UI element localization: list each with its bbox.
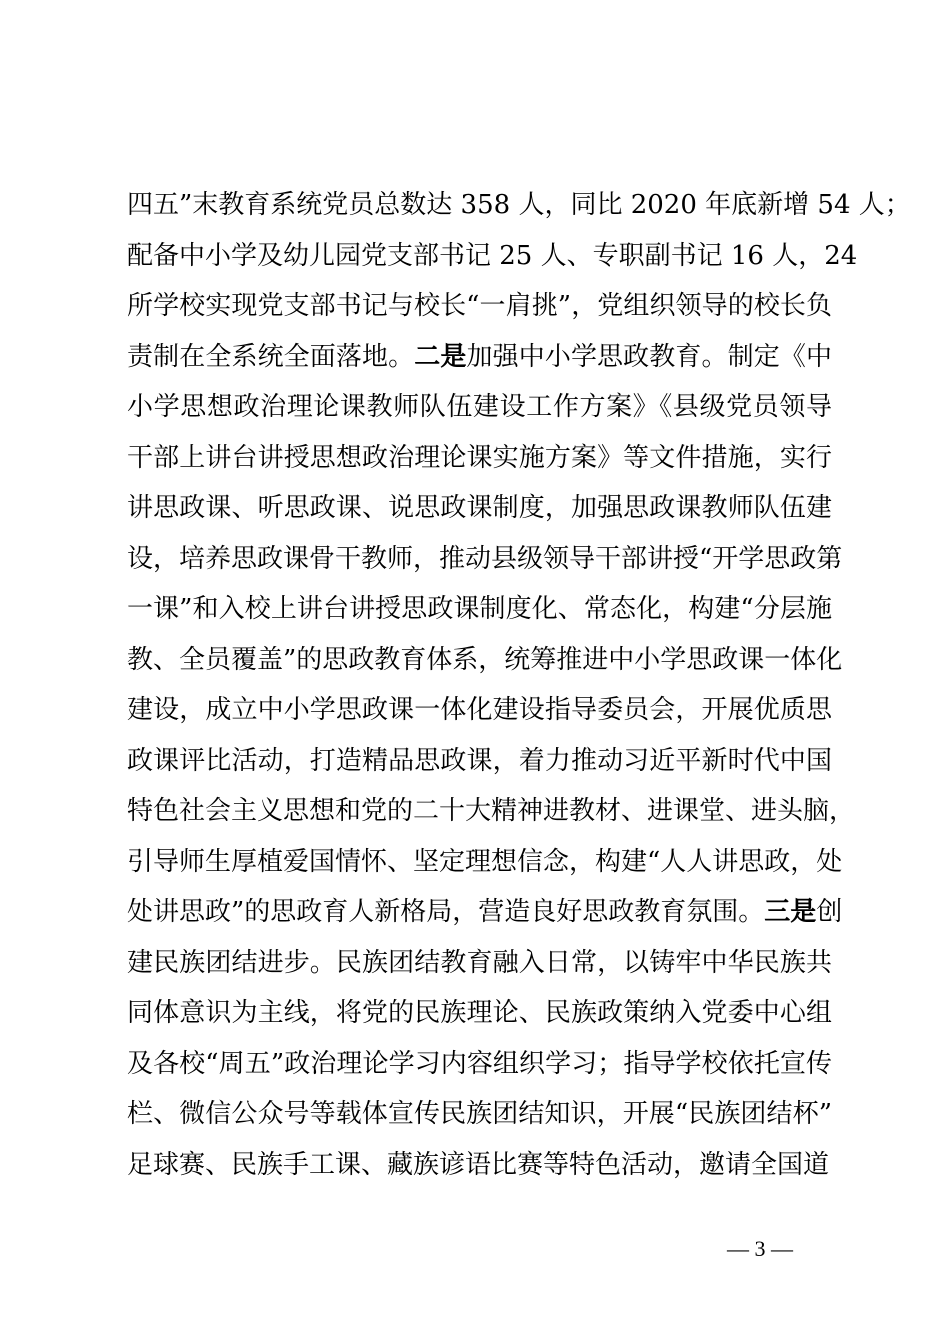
text-run: 加强中小学思政教育。制定《中: [466, 341, 832, 372]
text-line: 讲思政课、听思政课、说思政课制度，加强思政课教师队伍建: [127, 493, 832, 523]
text-line: [127, 332, 832, 383]
text-line: 教、全员覆盖”的思政教育体系，统筹推进中小学思政课一体化: [127, 644, 843, 675]
body-paragraph: [127, 180, 911, 1190]
text-line: 栏、微信公众号等载体宣传民族团结知识，开展“民族团结杯”: [127, 1099, 832, 1129]
text-line: 四五”末教育系统党员总数达 358 人，同比 2020 年底新增 54 人；: [127, 190, 911, 220]
text-line: 同体意识为主线，将党的民族理论、民族政策纳入党委中心组: [127, 998, 832, 1028]
text-line: [127, 887, 843, 938]
bold-marker-third: 三是: [764, 897, 817, 927]
text-line: 引导师生厚植爱国情怀、坚定理想信念，构建“人人讲思政，处: [127, 846, 843, 877]
text-line: 足球赛、民族手工课、藏族谚语比赛等特色活动，邀请全国道: [127, 1149, 830, 1180]
text-line: 配备中小学及幼儿园党支部书记 25 人、专职副书记 16 人，24: [127, 240, 858, 271]
text-run: 处讲思政”的思政育人新格局，营造良好思政教育氛围。: [127, 897, 765, 927]
text-run: 责制在全系统全面落地。: [127, 341, 415, 372]
text-line: 设，培养思政课骨干教师，推动县级领导干部讲授“开学思政第: [127, 543, 843, 574]
page-number: — 3 —: [727, 1236, 793, 1261]
text-line: 所学校实现党支部书记与校长“一肩挑”，党组织领导的校长负: [127, 291, 832, 321]
text-line: 干部上讲台讲授思想政治理论课实施方案》等文件措施，实行: [127, 442, 832, 473]
text-line: 小学思想政治理论课教师队伍建设工作方案》《县级党员领导: [127, 392, 832, 422]
text-line: 政课评比活动，打造精品思政课，着力推动习近平新时代中国: [127, 745, 832, 776]
text-line: 及各校“周五”政治理论学习内容组织学习；指导学校依托宣传: [127, 1048, 832, 1079]
text-line: 建民族团结进步。民族团结教育融入日常，以铸牢中华民族共: [127, 947, 832, 978]
text-line: 一课”和入校上讲台讲授思政课制度化、常态化，构建“分层施: [127, 594, 832, 624]
bold-marker-second: 二是: [414, 341, 467, 372]
text-run: 创: [816, 897, 843, 927]
text-line: 建设，成立中小学思政课一体化建设指导委员会，开展优质思: [127, 695, 832, 725]
text-line: 特色社会主义思想和党的二十大精神进教材、进课堂、进头脑，: [127, 796, 856, 826]
